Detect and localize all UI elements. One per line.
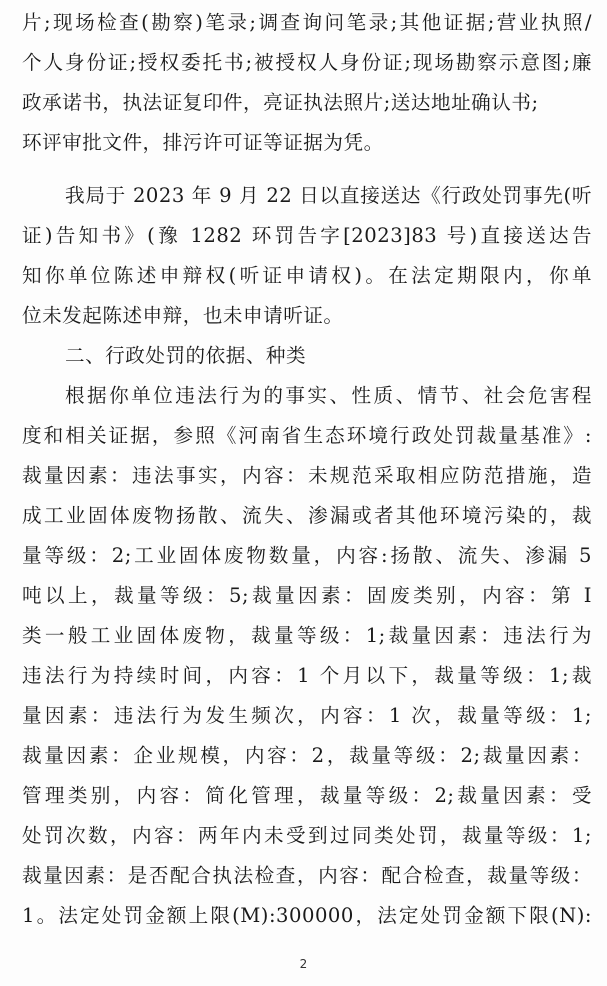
text-line: 成工业固体废物扬散、流失、渗漏或者其他环境污染的，裁 <box>22 504 592 527</box>
text-line: 管理类别，内容：简化管理，裁量等级：2;裁量因素：受 <box>22 784 592 807</box>
text-line: 环评审批文件，排污许可证等证据为凭。 <box>22 131 384 154</box>
text-line: 裁量因素：是否配合执法检查，内容：配合检查，裁量等级： <box>22 864 592 887</box>
text-line: 政承诺书，执法证复印件，亮证执法照片;送达地址确认书; <box>22 91 539 114</box>
section-heading: 二、行政处罚的依据、种类 <box>65 344 307 367</box>
text-line: 1。法定处罚金额上限(M):300000，法定处罚金额下限(N): <box>22 904 592 927</box>
text-line: 裁量因素：违法事实，内容：未规范采取相应防范措施，造 <box>22 464 592 487</box>
text-line: 证)告知书》(豫 1282 环罚告字[2023]83 号)直接送达告 <box>22 224 592 247</box>
text-line: 个人身份证;授权委托书;被授权人身份证;现场勘察示意图;廉 <box>22 51 592 74</box>
paragraph-start-line: 我局于 2023 年 9 月 22 日以直接送达《行政处罚事先(听 <box>65 184 592 207</box>
text-line: 量因素：违法行为发生频次，内容：1 次，裁量等级：1; <box>22 704 592 727</box>
text-line: 度和相关证据，参照《河南省生态环境行政处罚裁量基准》: <box>22 424 592 447</box>
text-line: 位未发起陈述申辩，也未申请听证。 <box>22 304 344 327</box>
text-line: 处罚次数，内容：两年内未受到过同类处罚，裁量等级：1; <box>22 824 592 847</box>
text-line: 量等级：2;工业固体废物数量，内容:扬散、流失、渗漏 5 <box>22 544 592 567</box>
text-line: 裁量因素：企业规模，内容：2，裁量等级：2;裁量因素： <box>22 744 592 767</box>
text-line: 违法行为持续时间，内容：1 个月以下，裁量等级：1;裁 <box>22 664 592 687</box>
text-line: 吨以上，裁量等级：5;裁量因素：固废类别，内容：第 I <box>22 584 592 607</box>
text-line: 片;现场检查(勘察)笔录;调查询问笔录;其他证据;营业执照/ <box>22 11 592 34</box>
text-line: 知你单位陈述申辩权(听证申请权)。在法定期限内，你单 <box>22 264 592 287</box>
paragraph-start-line: 根据你单位违法行为的事实、性质、情节、社会危害程 <box>65 384 592 407</box>
page-number: 2 <box>299 957 308 971</box>
text-line: 类一般工业固体废物，裁量等级：1;裁量因素：违法行为 <box>22 624 592 647</box>
